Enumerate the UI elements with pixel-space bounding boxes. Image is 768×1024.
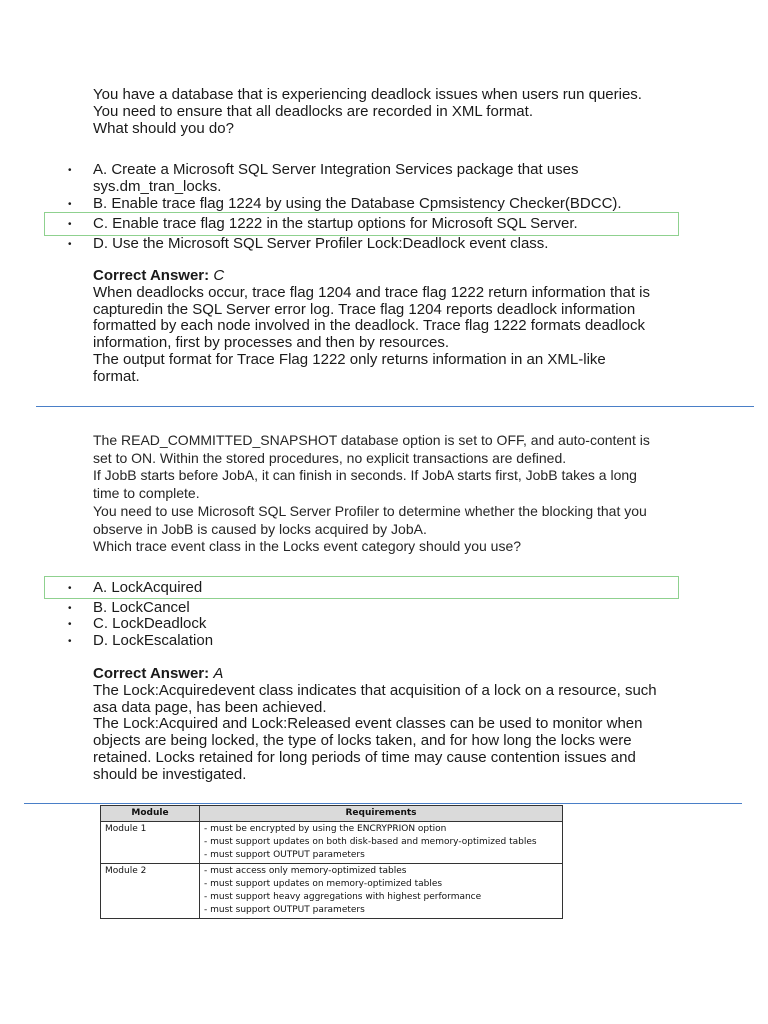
bullet: •: [68, 239, 72, 250]
question-line: You have a database that is experiencing deadlock issues when users run queries.: [93, 86, 642, 103]
bullet: •: [68, 636, 72, 647]
correct-answer: [93, 268, 683, 285]
table-header-row: [101, 806, 563, 822]
explanation-line: objects are being locked, the type of locks taken, and for how long the locks were: [93, 732, 632, 750]
requirement-item: - must support updates on both disk-based and memory-optimized tables: [204, 837, 537, 847]
requirements-column-header: Requirements: [200, 806, 563, 822]
requirements-table: [100, 805, 563, 919]
explanation-line: retained. Locks retained for long periods of time may cause contention issues and: [93, 748, 636, 766]
q1-option-c: C. Enable trace flag 1222 in the startup options for Microsoft SQL Server.: [93, 215, 578, 232]
option-text: A. Create a Microsoft SQL Server Integration Services package that uses: [93, 161, 579, 178]
correct-answer-label: Correct Answer:: [93, 267, 210, 284]
table-row: [101, 864, 563, 919]
question-line: observe in JobB is caused by locks acquired by JobA.: [93, 520, 427, 537]
question-line: If JobB starts before JobA, it can finish in seconds. If JobA starts first, JobB takes a long: [93, 467, 637, 484]
question-line: You need to use Microsoft SQL Server Profiler to determine whether the blocking that you: [93, 502, 647, 519]
requirement-item: - must support heavy aggregations with highest performance: [204, 892, 482, 902]
bullet: •: [68, 603, 72, 614]
explanation-line: formatted by each node involved in the deadlock. Trace flag 1222 formats deadlock: [93, 317, 646, 335]
q1-option-d: D. Use the Microsoft SQL Server Profiler Lock:Deadlock event class.: [93, 235, 549, 252]
explanation-line: asa data page, has been achieved.: [93, 698, 327, 716]
question-line: You need to ensure that all deadlocks are recorded in XML format.: [93, 102, 533, 120]
bullet: •: [68, 199, 72, 210]
bullet: •: [68, 165, 72, 176]
q2-option-a: A. LockAcquired: [93, 579, 203, 596]
q2-option-c: C. LockDeadlock: [93, 615, 207, 632]
explanation-line: information, first by processes and then by resources.: [93, 334, 450, 352]
q1-answer-block: [93, 268, 683, 386]
module-column-header: Module: [101, 806, 200, 822]
requirements-cell: [200, 864, 563, 919]
correct-answer-letter: A: [213, 665, 224, 682]
requirement-item: - must access only memory-optimized tables: [204, 866, 407, 876]
q2-option-d: D. LockEscalation: [93, 632, 214, 649]
correct-answer-letter: C: [213, 267, 225, 284]
module-cell: Module 1: [101, 822, 200, 864]
q1-option-a: [93, 161, 673, 195]
option-text: sys.dm_tran_locks.: [93, 178, 222, 195]
explanation-line: capturedin the SQL Server error log. Trace flag 1204 reports deadlock information: [93, 300, 636, 318]
bullet: •: [68, 219, 72, 230]
bullet: •: [68, 583, 72, 594]
explanation-line: When deadlocks occur, trace flag 1204 and trace flag 1222 return information that is: [93, 283, 650, 301]
question-line: The READ_COMMITTED_SNAPSHOT database option is set to OFF, and auto-content is: [93, 432, 650, 448]
q1-option-b: B. Enable trace flag 1224 by using the Database Cpmsistency Checker(BDCC).: [93, 195, 622, 212]
module-cell: Module 2: [101, 864, 200, 919]
q2-answer-block: [93, 666, 683, 784]
explanation-line: The Lock:Acquiredevent class indicates that acquisition of a lock on a resource, such: [93, 681, 657, 699]
requirement-item: - must support OUTPUT parameters: [204, 905, 365, 915]
explanation-line: format.: [93, 367, 140, 385]
question-line: Which trace event class in the Locks event category should you use?: [93, 538, 522, 555]
question-line: time to complete.: [93, 485, 200, 502]
requirement-item: - must support updates on memory-optimized tables: [204, 879, 443, 889]
requirement-item: - must support OUTPUT parameters: [204, 850, 365, 860]
correct-answer-label: Correct Answer:: [93, 665, 210, 682]
explanation-line: should be investigated.: [93, 765, 247, 783]
question-line: set to ON. Within the stored procedures, no explicit transactions are defined.: [93, 449, 567, 466]
explanation-line: The output format for Trace Flag 1222 only returns information in an XML-like: [93, 350, 606, 368]
bullet: •: [68, 619, 72, 630]
requirement-item: - must be encrypted by using the ENCRYPRION option: [204, 824, 447, 834]
section-divider: [36, 406, 754, 407]
explanation-line: The Lock:Acquired and Lock:Released event classes can be used to monitor when: [93, 715, 643, 733]
q2-option-b: B. LockCancel: [93, 599, 190, 616]
question-line: What should you do?: [93, 119, 234, 137]
correct-answer: [93, 666, 683, 683]
question-1-stem: [93, 87, 693, 137]
section-divider: [24, 803, 742, 804]
table-row: [101, 822, 563, 864]
question-2-stem: [93, 432, 673, 556]
requirements-cell: [200, 822, 563, 864]
